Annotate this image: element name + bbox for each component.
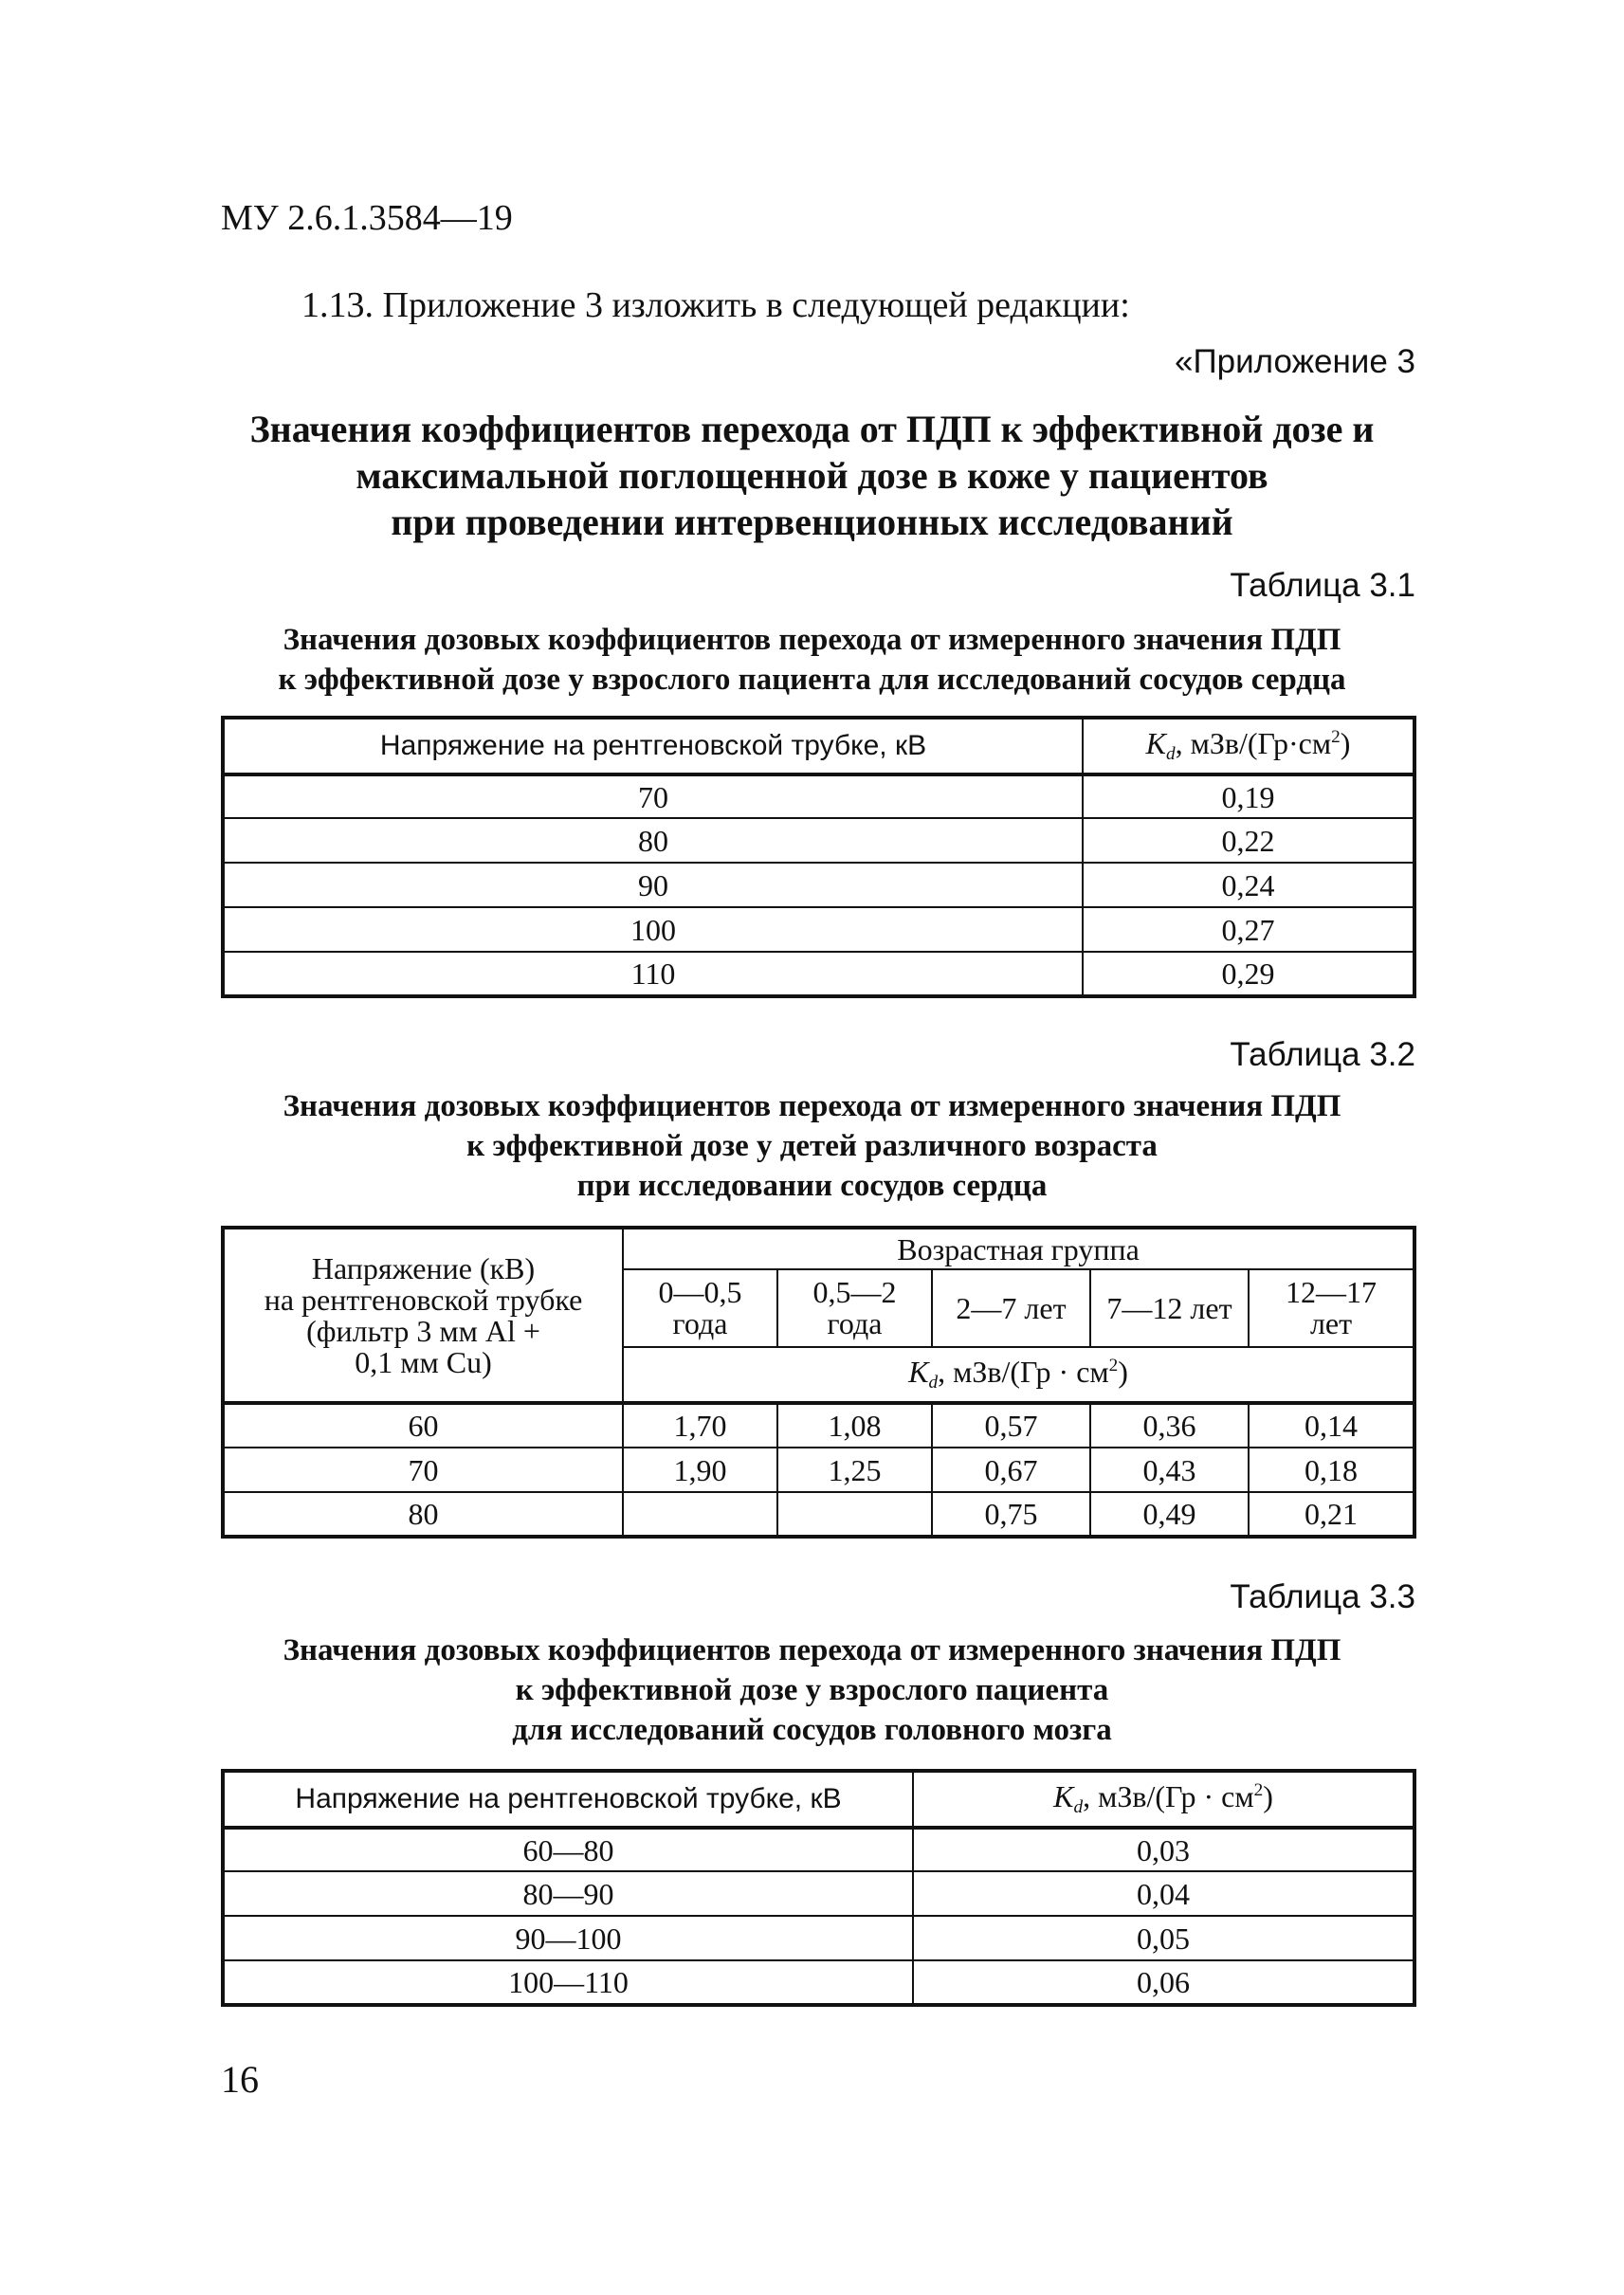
- header-line: Напряжение (кВ): [311, 1250, 536, 1285]
- table-title-line: к эффективной дозе у детей различного возраста: [466, 1129, 1158, 1163]
- table-3-1-label: Таблица 3.1: [1230, 567, 1415, 604]
- header-kd: $K_d$, $мЗв/(Гр \cdot см^2)$: [913, 1771, 1414, 1828]
- kd-cell: 1,08: [777, 1403, 932, 1448]
- voltage-cell: 90—100: [223, 1916, 913, 1960]
- kd-cell: 0,22: [1083, 818, 1414, 863]
- kd-cell: 1,90: [623, 1448, 777, 1492]
- kd-unit: , мЗв/(Гр · см: [938, 1355, 1109, 1389]
- table-row: [223, 1916, 1414, 1960]
- table-3-3-label: Таблица 3.3: [1230, 1578, 1415, 1615]
- voltage-cell: 80: [223, 1492, 623, 1537]
- kd-cell: 0,18: [1249, 1448, 1414, 1492]
- table-row: [223, 1960, 1414, 2005]
- table-row: [223, 1403, 1414, 1448]
- document-code: МУ 2.6.1.3584—19: [221, 198, 513, 238]
- kd-cell: 0,03: [913, 1828, 1414, 1871]
- table-row: [223, 818, 1414, 863]
- age-group-2-7: 2—7 лет: [932, 1269, 1090, 1347]
- age-line: 12—17: [1286, 1275, 1378, 1309]
- appendix-title-line: Значения коэффициентов перехода от ПДП к эффективной дозе и: [249, 408, 1375, 450]
- header-kd: $K_d$, мЗв/$(Гр\cdot см^2)$: [1083, 718, 1414, 774]
- header-voltage-filter: [223, 1228, 623, 1403]
- header-age-group: Возрастная группа: [623, 1228, 1414, 1269]
- table-row: [223, 952, 1414, 996]
- kd-unit: , мЗв/(Гр·см: [1175, 726, 1332, 760]
- kd-cell: 1,70: [623, 1403, 777, 1448]
- appendix-title-line: максимальной поглощенной дозе в коже у пациентов: [356, 454, 1268, 497]
- table-title-line: к эффективной дозе у взрослого пациента: [515, 1673, 1109, 1707]
- age-line: 0,5—2: [812, 1275, 897, 1309]
- header-line: на рентгеновской трубке: [264, 1282, 583, 1317]
- voltage-cell: 90: [223, 863, 1083, 907]
- kd-cell: 0,57: [932, 1403, 1090, 1448]
- voltage-cell: 100—110: [223, 1960, 913, 2005]
- kd-cell: 0,21: [1249, 1492, 1414, 1537]
- table-3-3: [221, 1769, 1416, 2007]
- kd-cell: 0,04: [913, 1871, 1414, 1916]
- appendix-title: [190, 406, 1434, 545]
- table-3-1: [221, 716, 1416, 998]
- kd-cell: 0,43: [1090, 1448, 1249, 1492]
- header-voltage: Напряжение на рентгеновской трубке, кВ: [223, 718, 1083, 774]
- table-row: [223, 907, 1414, 952]
- kd-cell: 0,05: [913, 1916, 1414, 1960]
- age-line: 0—0,5: [658, 1275, 742, 1309]
- table-title-line: для исследований сосудов головного мозга: [512, 1713, 1112, 1747]
- age-group-0-0.5: [623, 1269, 777, 1347]
- table-3-3-title: [190, 1630, 1434, 1750]
- table-3-1-title: [190, 620, 1434, 700]
- voltage-cell: 100: [223, 907, 1083, 952]
- kd-unit: , мЗв/(Гр · см: [1083, 1779, 1254, 1813]
- header-line: 0,1 мм Cu): [355, 1344, 492, 1379]
- table-3-2-title: [190, 1086, 1434, 1206]
- voltage-cell: 60—80: [223, 1828, 913, 1871]
- header-line: (фильтр 3 мм Al +: [306, 1313, 540, 1348]
- table-row: [223, 1492, 1414, 1537]
- table-title-line: при исследовании сосудов сердца: [576, 1169, 1048, 1203]
- age-group-12-17: [1249, 1269, 1414, 1347]
- kd-cell: 0,27: [1083, 907, 1414, 952]
- voltage-cell: 60: [223, 1403, 623, 1448]
- table-3-2: [221, 1226, 1416, 1539]
- table-3-2-label: Таблица 3.2: [1230, 1036, 1415, 1073]
- kd-cell: 0,36: [1090, 1403, 1249, 1448]
- kd-cell: 0,49: [1090, 1492, 1249, 1537]
- kd-cell: 0,19: [1083, 774, 1414, 818]
- table-row: [223, 774, 1414, 818]
- age-group-0.5-2: [777, 1269, 932, 1347]
- table-title-line: Значения дозовых коэффициентов перехода от измеренного значения ПДП: [283, 1089, 1341, 1123]
- voltage-cell: 80: [223, 818, 1083, 863]
- kd-cell: 1,25: [777, 1448, 932, 1492]
- kd-cell: 0,24: [1083, 863, 1414, 907]
- header-kd: $K_d$, $мЗв/(Гр \cdot см^2)$: [623, 1347, 1414, 1403]
- table-title-line: Значения дозовых коэффициентов перехода от измеренного значения ПДП: [283, 623, 1341, 657]
- table-title-line: к эффективной дозе у взрослого пациента для исследований сосудов сердца: [278, 663, 1346, 697]
- header-voltage: Напряжение на рентгеновской трубке, кВ: [223, 1771, 913, 1828]
- kd-cell: [777, 1492, 932, 1537]
- age-line: года: [672, 1306, 728, 1340]
- table-title-line: Значения дозовых коэффициентов перехода от измеренного значения ПДП: [283, 1633, 1341, 1667]
- voltage-cell: 70: [223, 1448, 623, 1492]
- amendment-text: 1.13. Приложение 3 изложить в следующей редакции:: [301, 285, 1130, 325]
- age-group-7-12: 7—12 лет: [1090, 1269, 1249, 1347]
- page-number: 16: [221, 2058, 259, 2101]
- kd-cell: 0,67: [932, 1448, 1090, 1492]
- age-line: года: [827, 1306, 883, 1340]
- kd-cell: 0,29: [1083, 952, 1414, 996]
- age-line: лет: [1309, 1306, 1353, 1340]
- appendix-label: «Приложение 3: [1175, 343, 1415, 380]
- voltage-cell: 110: [223, 952, 1083, 996]
- kd-cell: 0,14: [1249, 1403, 1414, 1448]
- table-row: [223, 1448, 1414, 1492]
- voltage-cell: 80—90: [223, 1871, 913, 1916]
- table-row: [223, 863, 1414, 907]
- kd-cell: 0,75: [932, 1492, 1090, 1537]
- table-row: [223, 1828, 1414, 1871]
- appendix-title-line: при проведении интервенционных исследований: [391, 501, 1233, 543]
- voltage-cell: 70: [223, 774, 1083, 818]
- kd-cell: 0,06: [913, 1960, 1414, 2005]
- table-row: [223, 1871, 1414, 1916]
- kd-cell: [623, 1492, 777, 1537]
